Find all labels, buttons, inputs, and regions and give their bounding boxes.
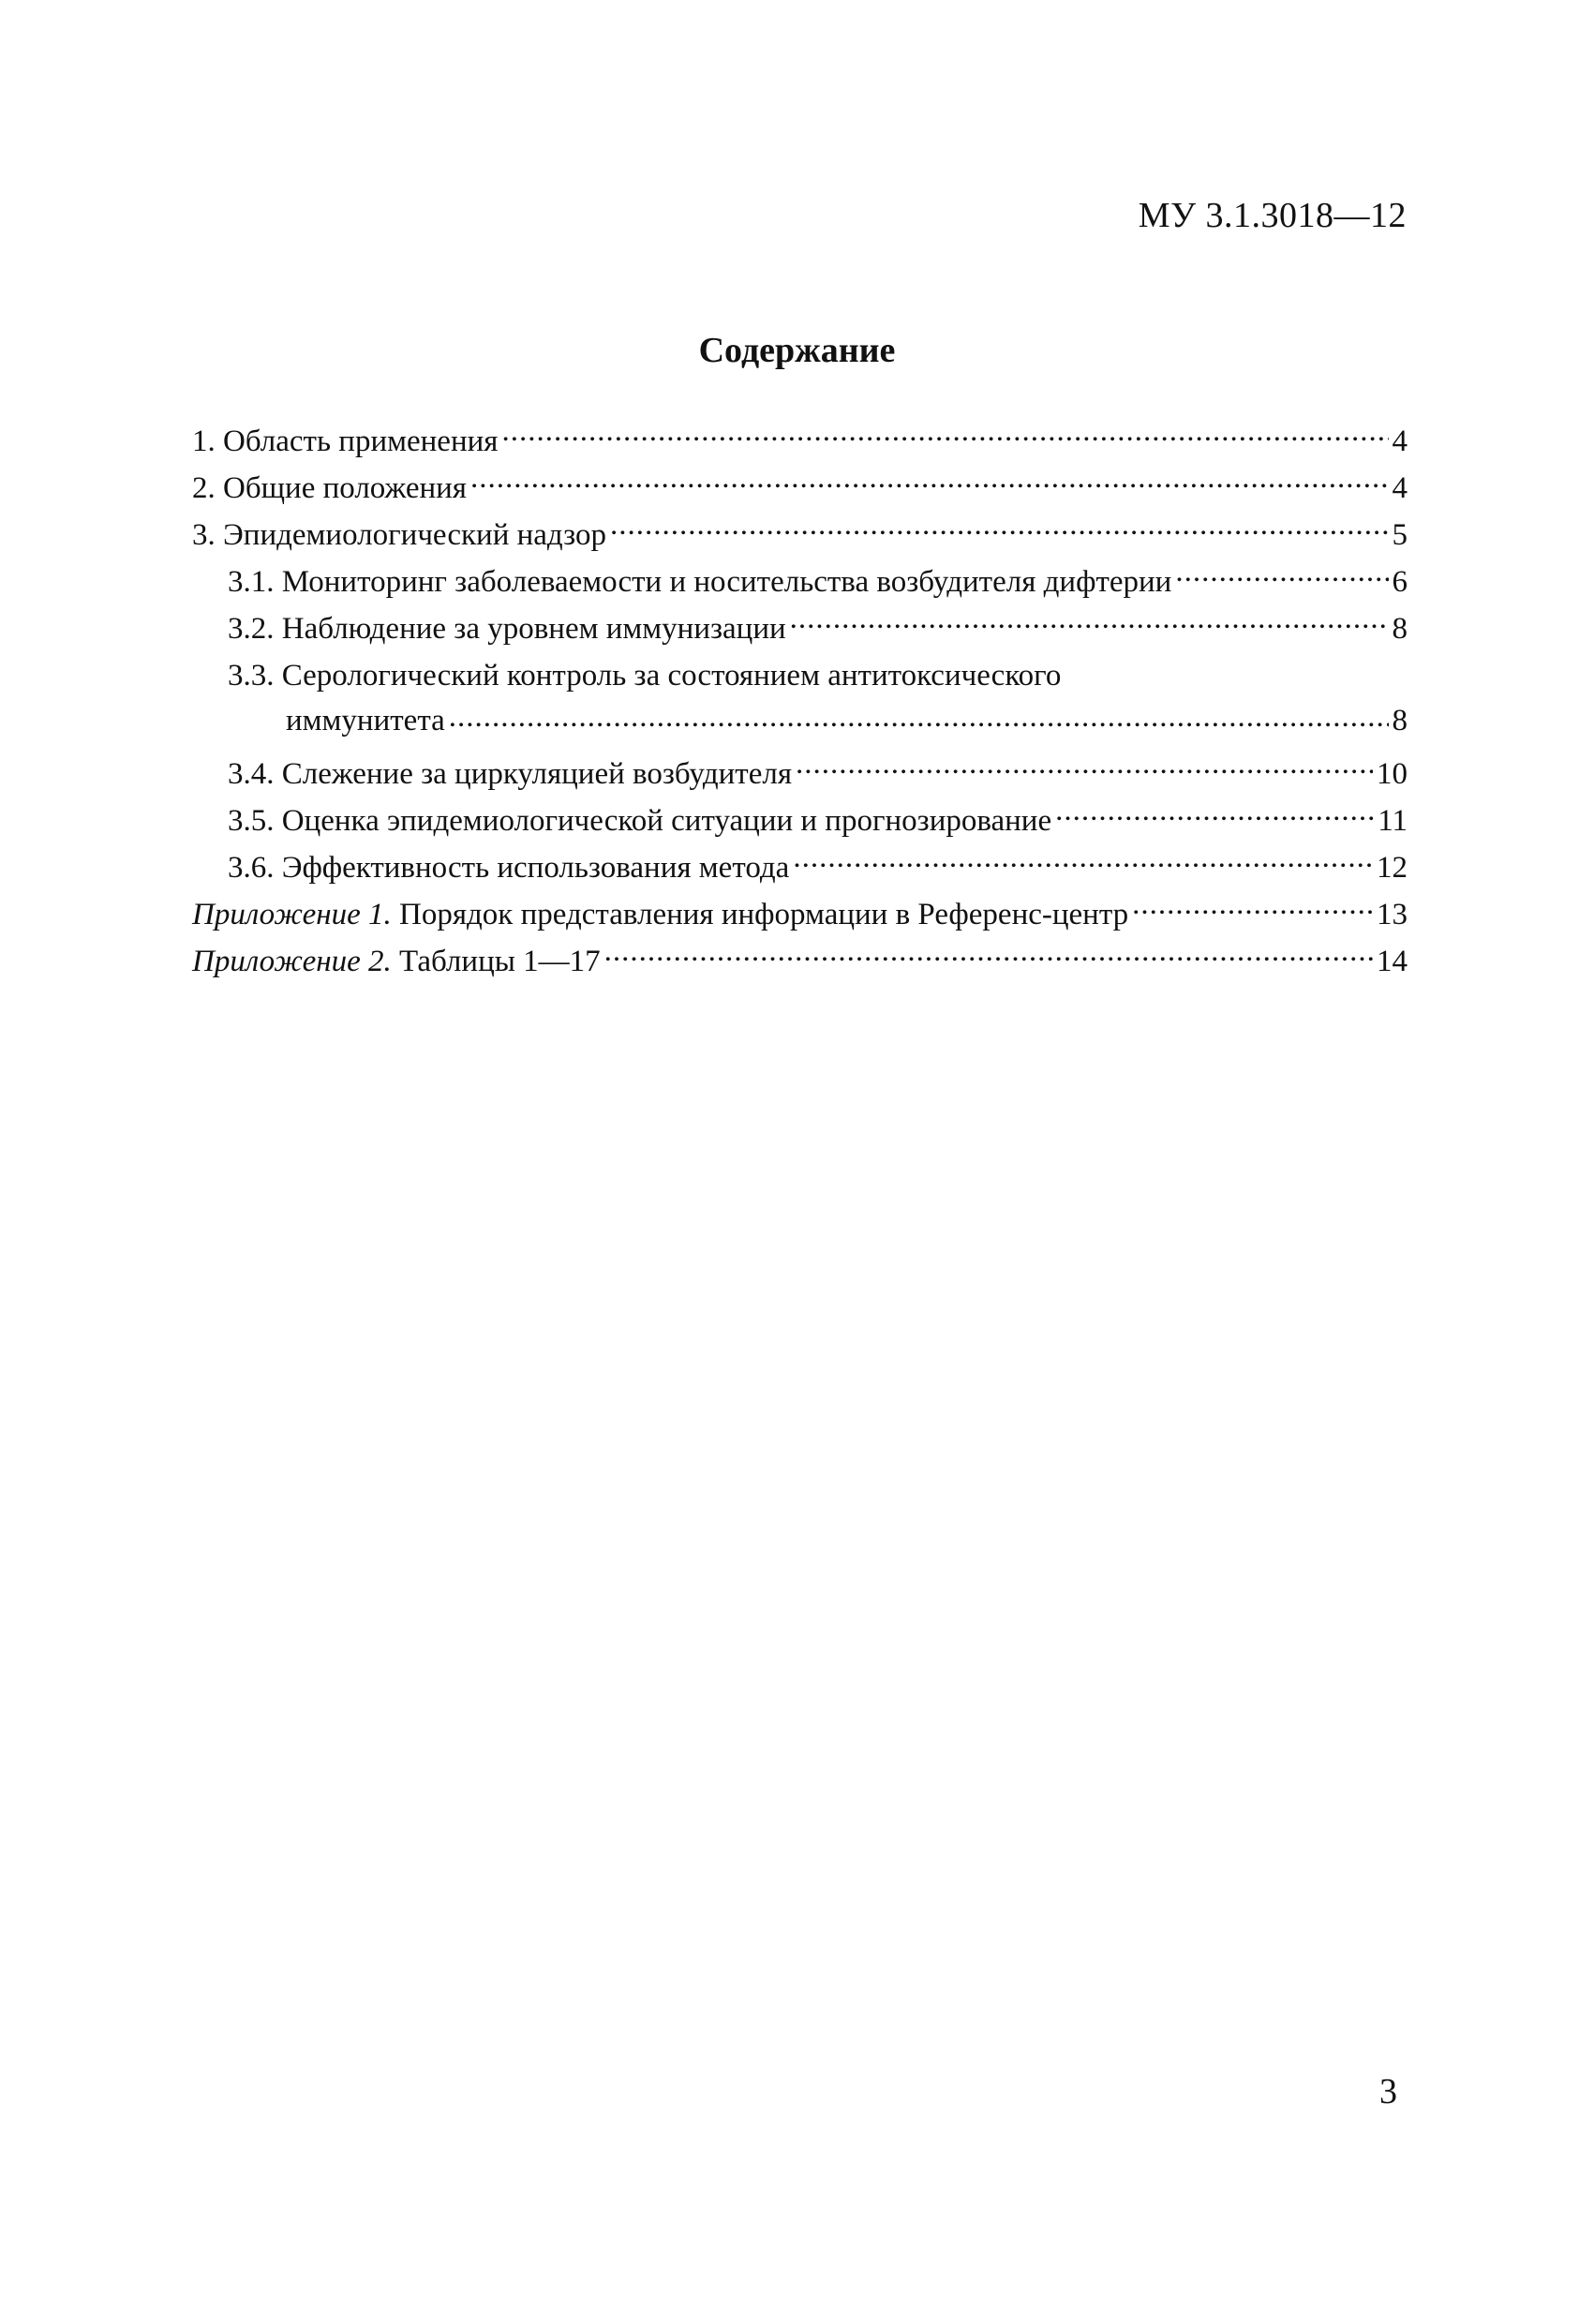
toc-appendix-entry[interactable] (192, 938, 1408, 985)
toc-entry-page: 12 (1377, 851, 1408, 885)
dot-leader (604, 940, 1373, 971)
toc-entry-number: 3.4. (228, 757, 275, 791)
page-number: 3 (1379, 2072, 1397, 2111)
toc-subentry[interactable] (192, 652, 1408, 751)
toc-entry-title: Оценка эпидемиологической ситуации и прогнозирование (281, 804, 1052, 838)
toc-entry-title: Мониторинг заболеваемости и носительства возбудителя дифтерии (281, 565, 1172, 599)
dot-leader (610, 514, 1389, 544)
toc-entry-title: Общие положения (223, 471, 467, 505)
toc-subentry[interactable] (192, 797, 1408, 844)
toc-subentry[interactable] (192, 605, 1408, 652)
toc-entry-title: Таблицы 1—17 (398, 945, 601, 978)
toc-entry-title: Наблюдение за уровнем иммунизации (281, 612, 786, 646)
dot-leader (449, 699, 1389, 730)
toc-entry-title-line1: Серологический контроль за состоянием антитоксического (281, 659, 1062, 693)
toc-subentry[interactable] (192, 559, 1408, 605)
toc-entry-page: 4 (1392, 471, 1408, 505)
document-code: МУ 3.1.3018—12 (1138, 196, 1407, 235)
toc-entry[interactable] (192, 465, 1408, 512)
appendix-label: Приложение 1. (192, 898, 392, 931)
toc-entry[interactable] (192, 512, 1408, 559)
toc-entry-page: 14 (1377, 945, 1408, 978)
toc-entry-number: 3.2. (228, 612, 275, 646)
toc-entry-page: 13 (1377, 898, 1408, 931)
dot-leader (1055, 799, 1374, 830)
dot-leader (796, 752, 1373, 783)
toc-appendix-entry[interactable] (192, 891, 1408, 938)
dot-leader (501, 420, 1388, 451)
toc-entry-page: 8 (1392, 612, 1408, 646)
dot-leader (790, 607, 1389, 638)
toc-entry-title: Эффективность использования метода (281, 851, 790, 885)
toc-entry-page: 10 (1377, 757, 1408, 791)
toc-entry-title-line2: иммунитета (286, 704, 445, 737)
table-of-contents (192, 418, 1408, 985)
toc-entry-number: 3.1. (228, 565, 275, 599)
toc-entry-number: 3.5. (228, 804, 275, 838)
toc-entry-title: Слежение за циркуляцией возбудителя (281, 757, 793, 791)
toc-entry-page: 4 (1392, 425, 1408, 458)
toc-entry-number: 1. (192, 425, 216, 458)
toc-entry-number: 3.6. (228, 851, 275, 885)
toc-entry-page: 8 (1392, 704, 1408, 737)
toc-subentry[interactable] (192, 844, 1408, 891)
toc-entry-number: 3. (192, 518, 216, 552)
toc-entry-page: 6 (1392, 565, 1408, 599)
dot-leader (470, 467, 1389, 498)
toc-title: Содержание (698, 331, 896, 370)
dot-leader (1132, 893, 1373, 924)
toc-entry-title: Порядок представления информации в Референс-центр (398, 898, 1129, 931)
toc-subentry[interactable] (192, 751, 1408, 797)
toc-entry-page: 5 (1392, 518, 1408, 552)
toc-entry-title: Эпидемиологический надзор (223, 518, 606, 552)
toc-entry-title: Область применения (223, 425, 499, 458)
dot-leader (1175, 560, 1388, 591)
toc-entry-page: 11 (1378, 804, 1408, 838)
dot-leader (793, 846, 1373, 877)
toc-entry[interactable] (192, 418, 1408, 465)
toc-entry-number: 3.3. (228, 659, 275, 693)
appendix-label: Приложение 2. (192, 945, 392, 978)
toc-entry-number: 2. (192, 471, 216, 505)
